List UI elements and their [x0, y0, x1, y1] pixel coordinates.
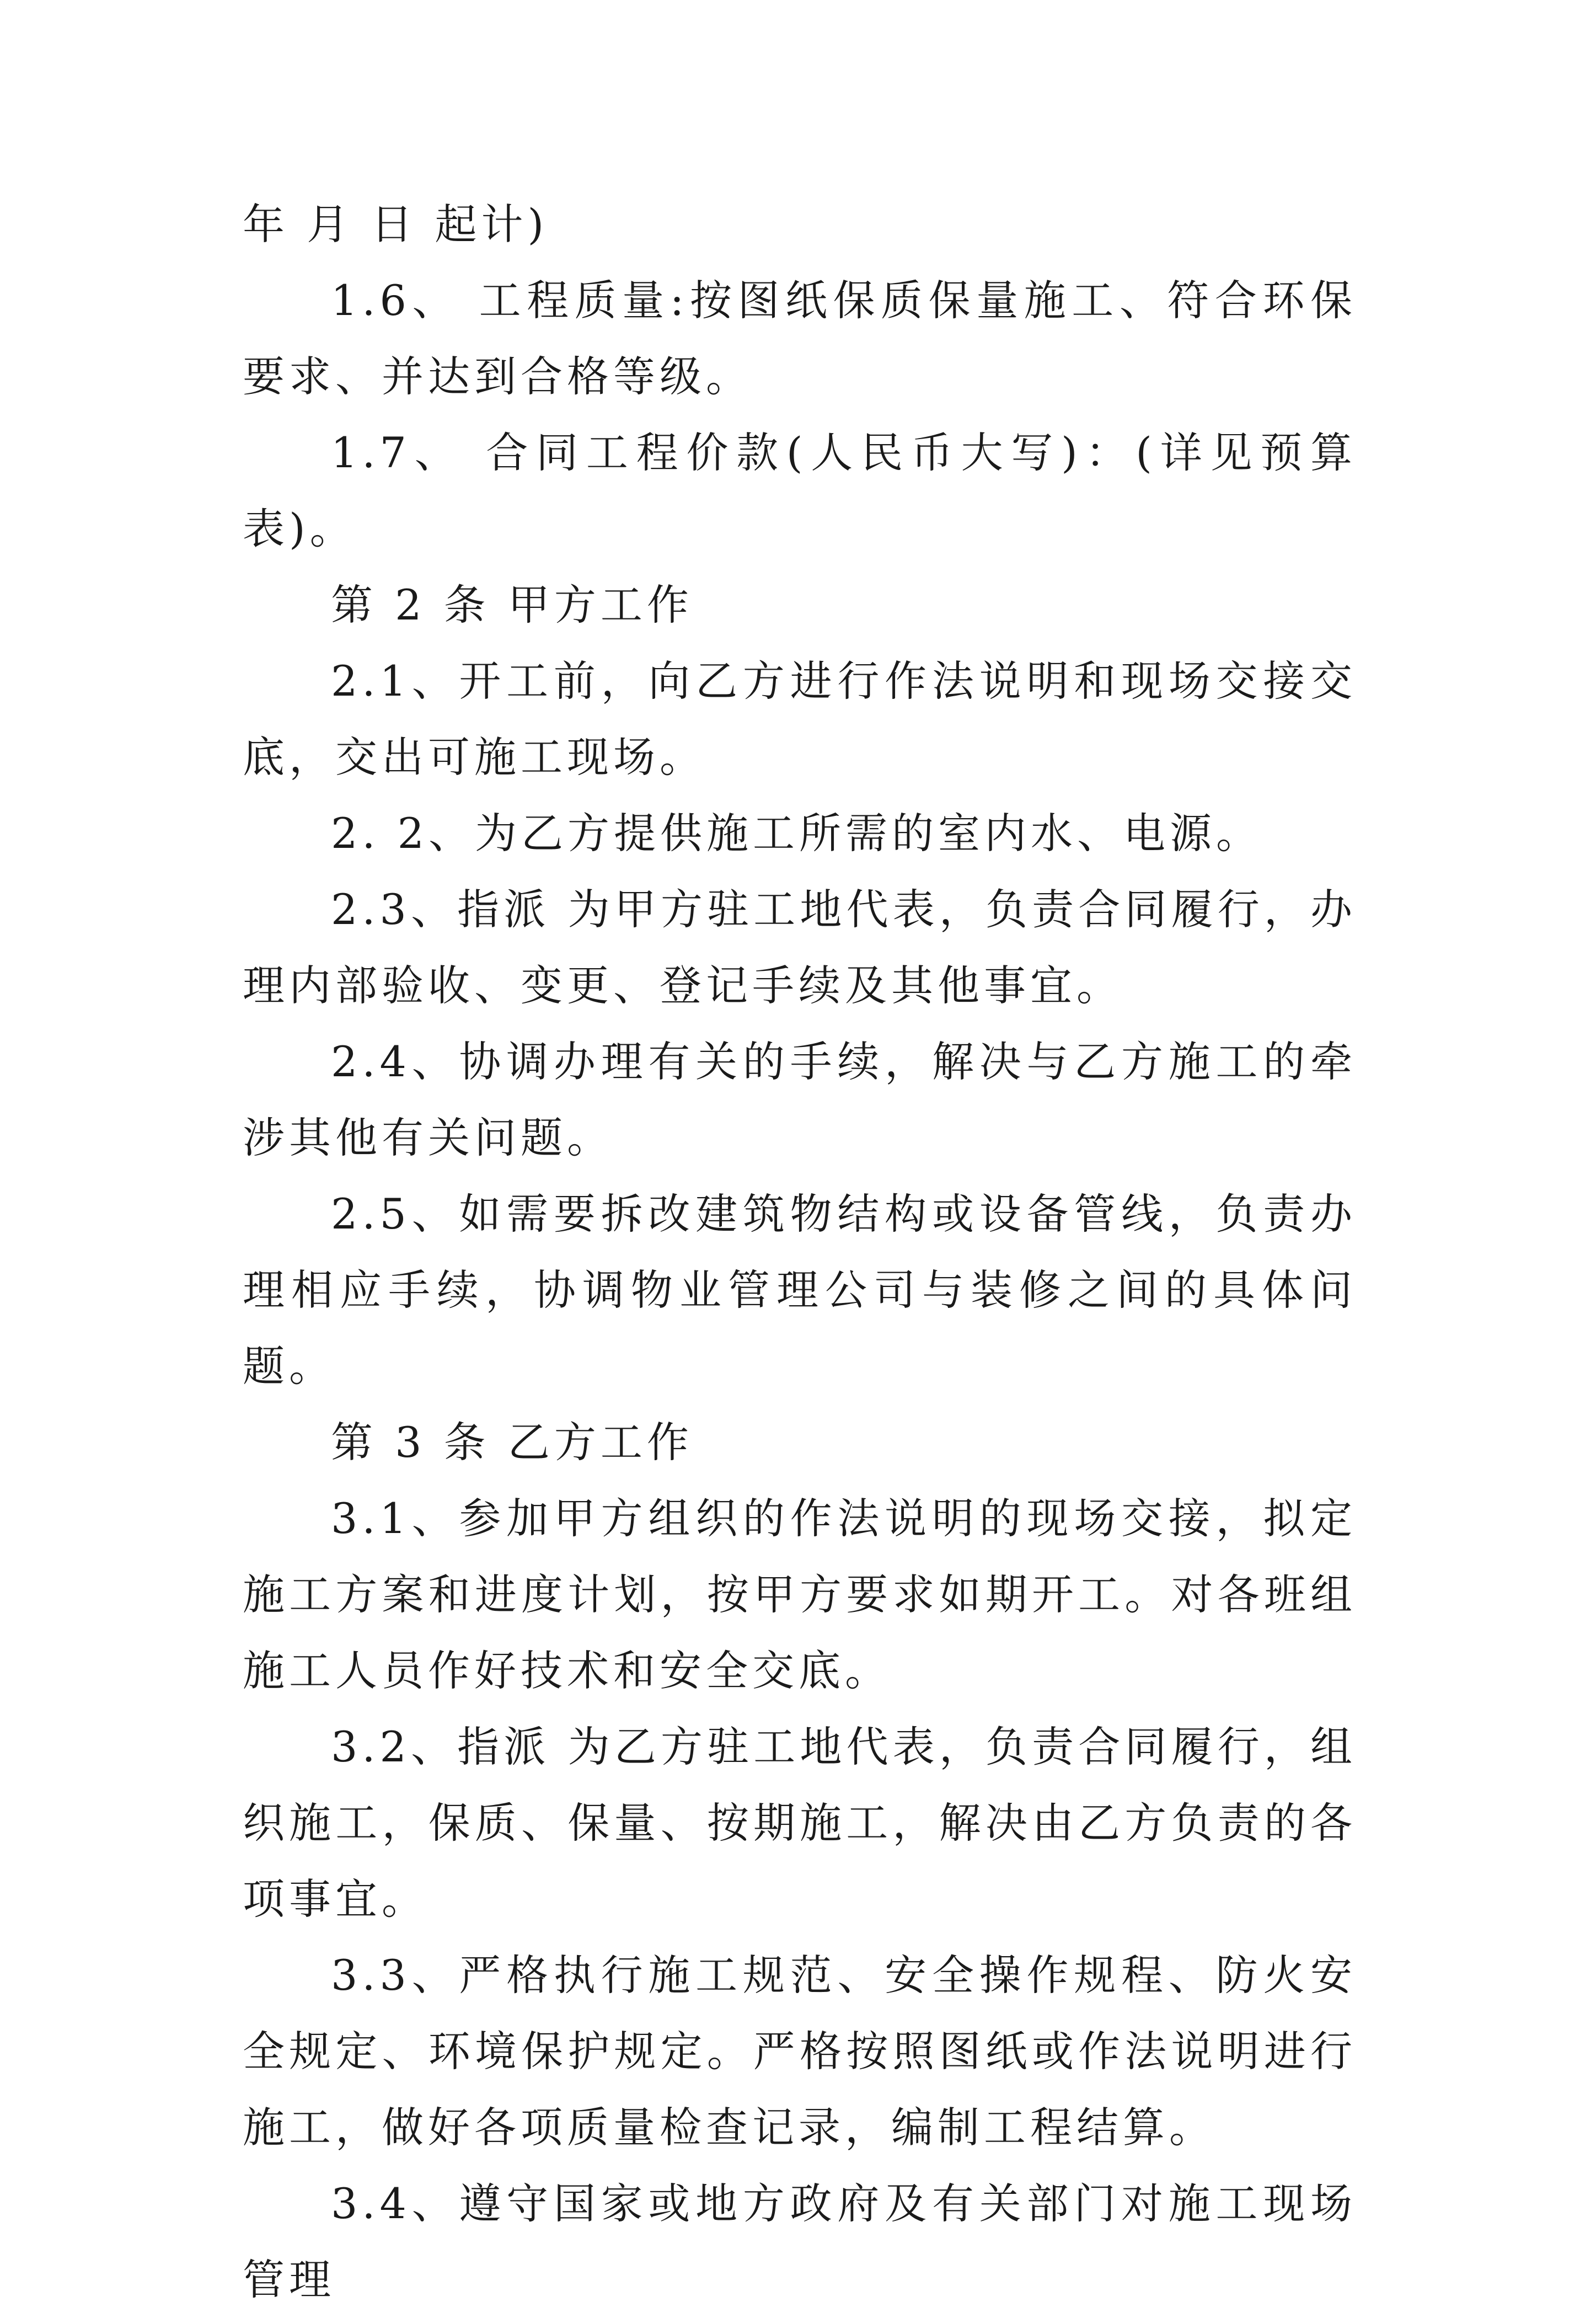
- paragraph-clause-3-4: 3.4、遵守国家或地方政府及有关部门对施工现场管理: [243, 2179, 1357, 2304]
- section-heading-article-2: 第 2 条 甲方工作: [331, 580, 693, 629]
- section-heading-article-3: 第 3 条 乙方工作: [331, 1418, 693, 1467]
- paragraph-clause-2-4: 2.4、协调办理有关的手续，解决与乙方施工的牵涉其他有关问题。: [243, 1037, 1357, 1162]
- document-body: [243, 186, 1357, 2318]
- paragraph-clause-3-2: 3.2、指派 为乙方驻工地代表，负责合同履行，组织施工，保质、保量、按期施工，解决由乙方负责的各项事宜。: [243, 1722, 1357, 1924]
- paragraph-clause-1-7: 1.7、 合同工程价款(人民币大写)：(详见预算表)。: [243, 428, 1357, 553]
- paragraph-clause-2-3: 2.3、指派 为甲方驻工地代表，负责合同履行，办理内部验收、变更、登记手续及其他事宜。: [243, 885, 1357, 1010]
- paragraph-clause-1-6: 1.6、 工程质量:按图纸保质保量施工、符合环保要求、并达到合格等级。: [243, 276, 1357, 401]
- paragraph-clause-2-2: 2. 2、为乙方提供施工所需的室内水、电源。: [331, 809, 1263, 858]
- paragraph-date-continuation: 年 月 日 起计): [243, 200, 549, 249]
- paragraph-clause-2-1: 2.1、开工前，向乙方进行作法说明和现场交接交底，交出可施工现场。: [243, 656, 1357, 782]
- paragraph-clause-3-1: 3.1、参加甲方组织的作法说明的现场交接，拟定施工方案和进度计划，按甲方要求如期开工。对各班组施工人员作好技术和安全交底。: [243, 1494, 1357, 1695]
- paragraph-clause-3-3: 3.3、严格执行施工规范、安全操作规程、防火安全规定、环境保护规定。严格按照图纸或作法说明进行施工，做好各项质量检查记录，编制工程结算。: [243, 1951, 1357, 2152]
- paragraph-clause-2-5: 2.5、如需要拆改建筑物结构或设备管线，负责办理相应手续，协调物业管理公司与装修之间的具体问题。: [243, 1189, 1357, 1391]
